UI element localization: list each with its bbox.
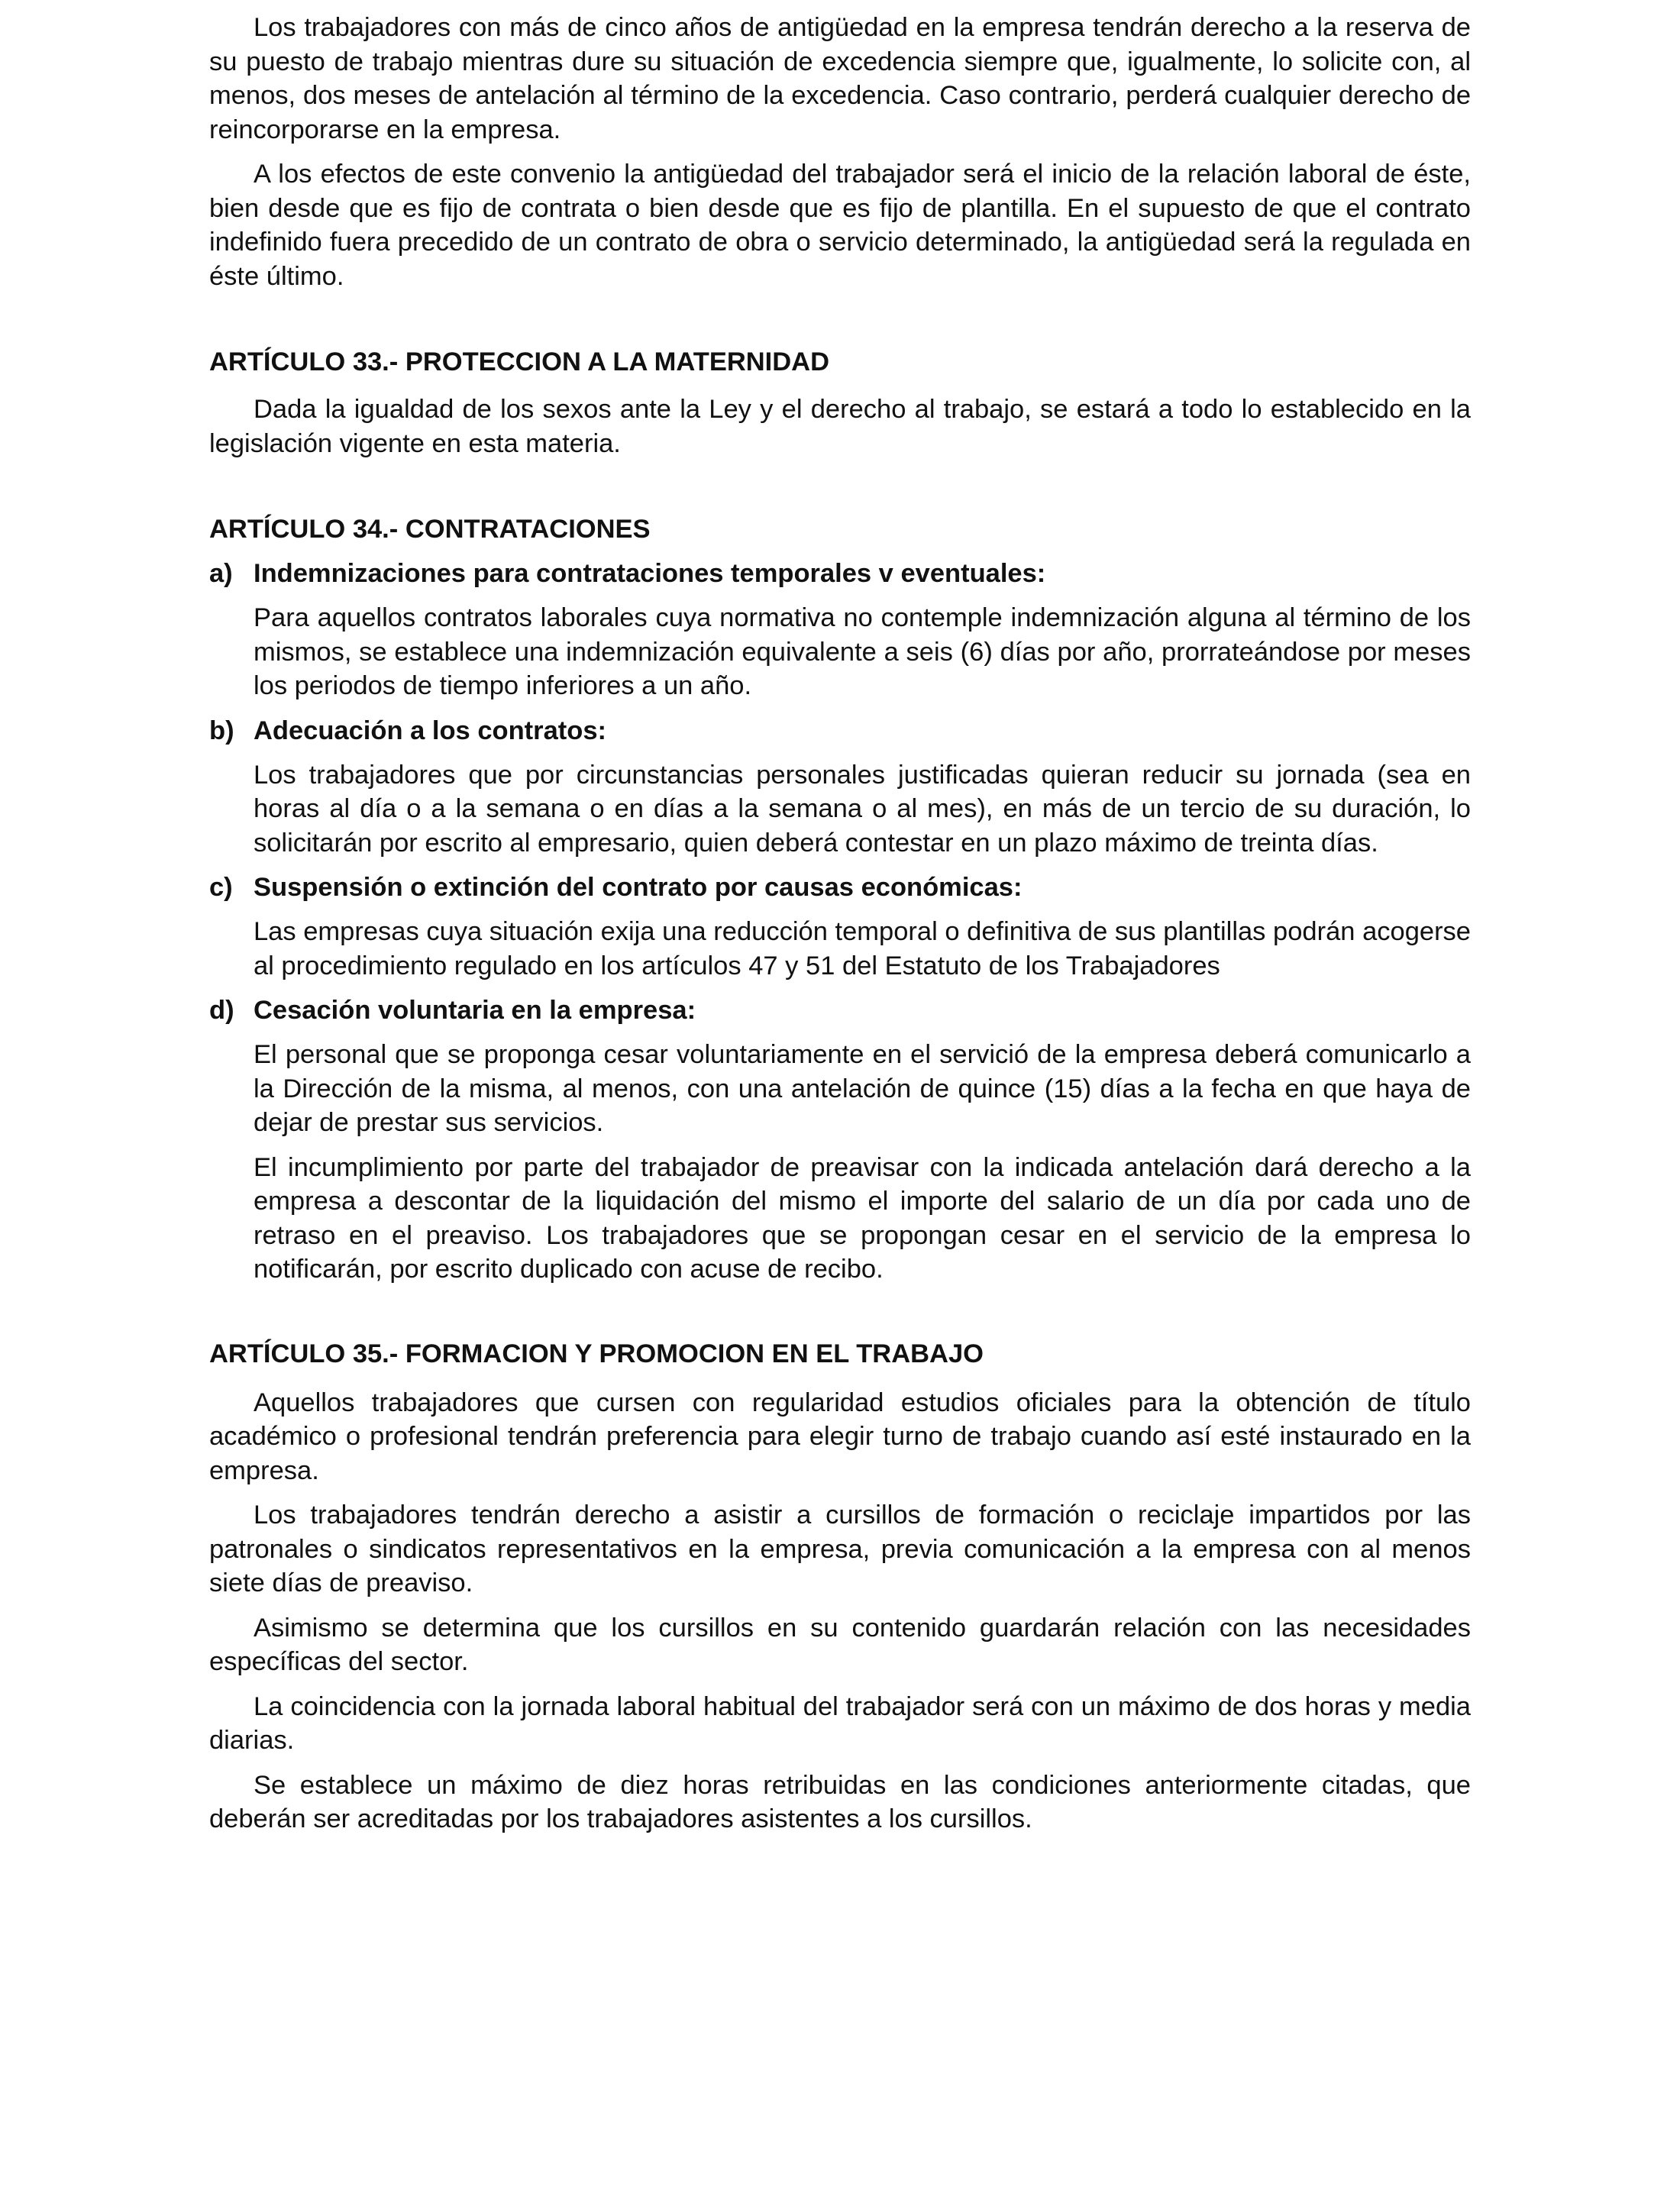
item-paragraph: Los trabajadores que por circunstancias personales justificadas quieran reducir su jornada (sea en horas al día o a la semana o en días a la semana o al mes), en más de un tercio de su duración, lo solicitarán por escrito al empresario, quien deberá contestar en un plazo máximo de treinta días. [254,760,1471,858]
article-35-paragraph-4: La coincidencia con la jornada laboral habitual del trabajador será con un máximo de dos horas y media diarias. [209,1691,1471,1755]
item-title: Cesación voluntaria en la empresa: [254,996,696,1025]
intro-paragraph-2: A los efectos de este convenio la antigüedad del trabajador será el inicio de la relación laboral de éste, bien desde que es fijo de contrata o bien desde que es fijo de plantilla. En el supuesto de que el contrato indefinido fuera precedido de un contrato de obra o servicio determinado, la antigüedad será la regulada en éste último. [209,160,1471,291]
item-letter: a) [209,559,233,588]
item-letter: d) [209,996,234,1025]
item-paragraph: Para aquellos contratos laborales cuya normativa no contemple indemnización alguna al término de los mismos, se establece una indemnización equivalente a seis (6) días por año, prorrateándose por meses los periodos de tiempo inferiores a un año. [254,603,1471,700]
article-35-heading: ARTÍCULO 35.- FORMACION Y PROMOCION EN EL TRABAJO [209,1339,984,1368]
document-page [209,11,1471,1836]
article-34-heading: ARTÍCULO 34.- CONTRATACIONES [209,515,651,544]
article-35-paragraph-5: Se establece un máximo de diez horas retribuidas en las condiciones anteriormente citadas, que deberán ser acreditadas por los trabajadores asistentes a los cursillos. [209,1770,1471,1833]
article-35-paragraph-1: Aquellos trabajadores que cursen con regularidad estudios oficiales para la obtención de título académico o profesional tendrán preferencia para elegir turno de trabajo cuando así esté instaurado en la empresa. [209,1387,1471,1485]
item-paragraph: Las empresas cuya situación exija una reducción temporal o definitiva de sus plantillas podrán acogerse al procedimiento regulado en los artículos 47 y 51 del Estatuto de los Trabajadores [254,917,1471,980]
item-paragraph: El personal que se proponga cesar voluntariamente en el servició de la empresa deberá comunicarlo a la Dirección de la misma, al menos, con una antelación de quince (15) días a la fecha en que haya de dejar de prestar sus servicios. [254,1040,1471,1137]
article-35-paragraph-2: Los trabajadores tendrán derecho a asistir a cursillos de formación o reciclaje impartidos por las patronales o sindicatos representativos en la empresa, previa comunicación a la empresa con al menos siete días de preaviso. [209,1501,1471,1597]
item-letter: c) [209,873,233,902]
article-34-item-d-body [254,1038,1471,1287]
article-33-paragraph-1: Dada la igualdad de los sexos ante la Ley y el derecho al trabajo, se estará a todo lo establecido en la legislación vigente en esta materia. [209,395,1471,458]
intro-paragraph-1: Los trabajadores con más de cinco años de antigüedad en la empresa tendrán derecho a la reserva de su puesto de trabajo mientras dure su situación de excedencia siempre que, igualmente, lo solicite con, al menos, dos meses de antelación al término de la excedencia. Caso contrario, perderá cualquier derecho de reincorporarse en la empresa. [209,13,1471,144]
item-paragraph: El incumplimiento por parte del trabajador de preavisar con la indicada antelación dará derecho a la empresa a descontar de la liquidación del mismo el importe del salario de un día por cada uno de retraso en el preaviso. Los trabajadores que se propongan cesar en el servicio de la empresa lo notificarán, por escrito duplicado con acuse de recibo. [254,1152,1471,1284]
article-35-paragraph-3: Asimismo se determina que los cursillos en su contenido guardarán relación con las necesidades específicas del sector. [209,1613,1471,1676]
item-title: Indemnizaciones para contrataciones temporales v eventuales: [254,559,1046,588]
article-34-item-c-header [209,871,1471,904]
article-34-item-b-body [254,758,1471,861]
article-34-item-a-body [254,601,1471,703]
item-letter: b) [209,716,234,745]
item-title: Adecuación a los contratos: [254,716,607,745]
article-34-item-a-header [209,557,1471,590]
item-title: Suspensión o extinción del contrato por causas económicas: [254,873,1023,902]
article-34-item-d-header [209,993,1471,1027]
article-34-item-b-header [209,714,1471,748]
article-34-item-c-body [254,915,1471,983]
article-33-heading: ARTÍCULO 33.- PROTECCION A LA MATERNIDAD [209,347,830,376]
